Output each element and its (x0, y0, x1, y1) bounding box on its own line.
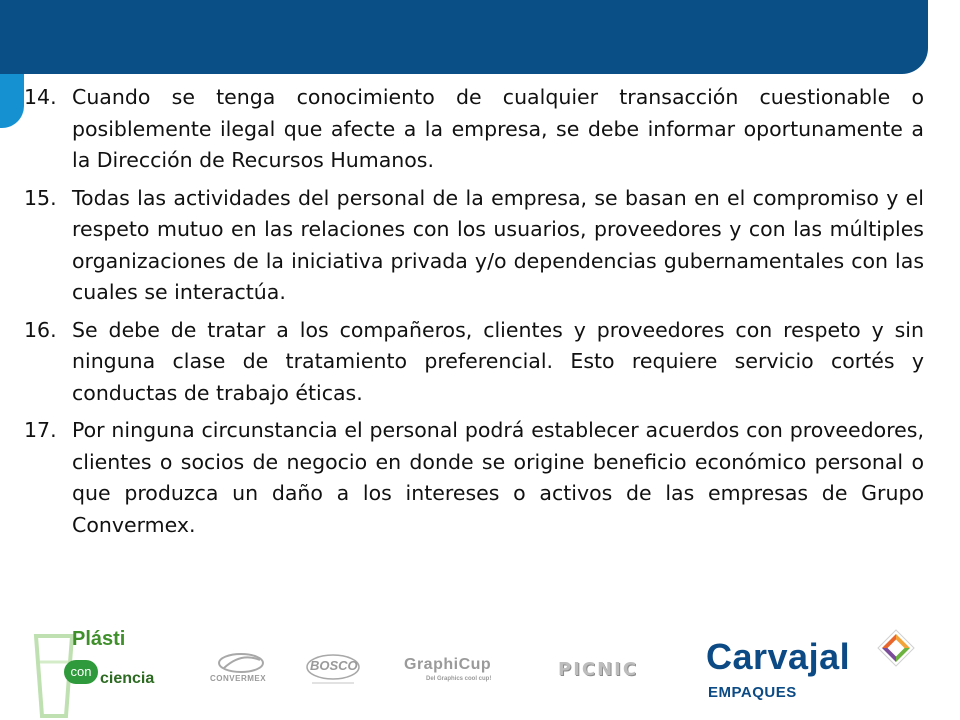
item-text: Cuando se tenga conocimiento de cualquier transacción cuestionable o posiblemente ilegal que afecte a la empresa, se debe informar oportunamente a la Dirección de Recursos Humanos. (72, 85, 924, 172)
carvajal-logo (706, 636, 922, 720)
numbered-list (24, 82, 924, 547)
plasti-word: Plásti (72, 628, 126, 650)
item-text: Por ninguna circunstancia el personal podrá establecer acuerdos con proveedores, clientes o socios de negocio en donde se origine beneficio económico personal o que produzca un daño a los intereses o activos de las empresas de Grupo Convermex. (72, 418, 924, 537)
item-text: Todas las actividades del personal de la empresa, se basan en el compromiso y el respeto mutuo en las relaciones con los usuarios, proveedores y con las múltiples organizaciones de la iniciativa privada y/o dependencias gubernamentales con las cuales se interactúa. (72, 185, 924, 304)
graphicup-tagline: Del Graphics cool cup! (426, 676, 492, 682)
footer-logos (0, 620, 960, 720)
picnic-logo (556, 658, 646, 682)
convermex-word: CONVERMEX (210, 674, 267, 683)
picnic-word: PICNIC (558, 659, 639, 680)
carvajal-diamond-icon (876, 628, 916, 668)
item-text: Se debe de tratar a los compañeros, clientes y proveedores con respeto y sin ninguna clase de tratamiento preferencial. Esto requiere servicio cortés y conductas de trabajo éticas. (72, 317, 924, 405)
empaques-word: EMPAQUES (708, 684, 797, 701)
plasticonciencia-logo (32, 628, 182, 720)
item-number: 17. (24, 418, 57, 442)
item-number: 15. (24, 185, 57, 210)
convermex-logo (210, 650, 272, 690)
con-badge: con (64, 660, 98, 684)
header-band (0, 0, 928, 74)
graphicup-word: GraphiCup (404, 656, 492, 673)
swoosh-icon (216, 650, 266, 676)
graphicup-logo (404, 656, 520, 686)
carvajal-word: Carvajal (706, 636, 851, 677)
side-accent (0, 74, 24, 128)
list-item (24, 82, 924, 177)
item-number: 14. (24, 85, 57, 109)
list-item (24, 415, 924, 541)
list-item (24, 183, 924, 309)
list-item (24, 315, 924, 410)
item-number: 16. (24, 317, 57, 342)
ciencia-word: ciencia (100, 670, 155, 687)
bosco-logo (304, 652, 362, 688)
bosco-word: BOSCO (310, 658, 358, 673)
